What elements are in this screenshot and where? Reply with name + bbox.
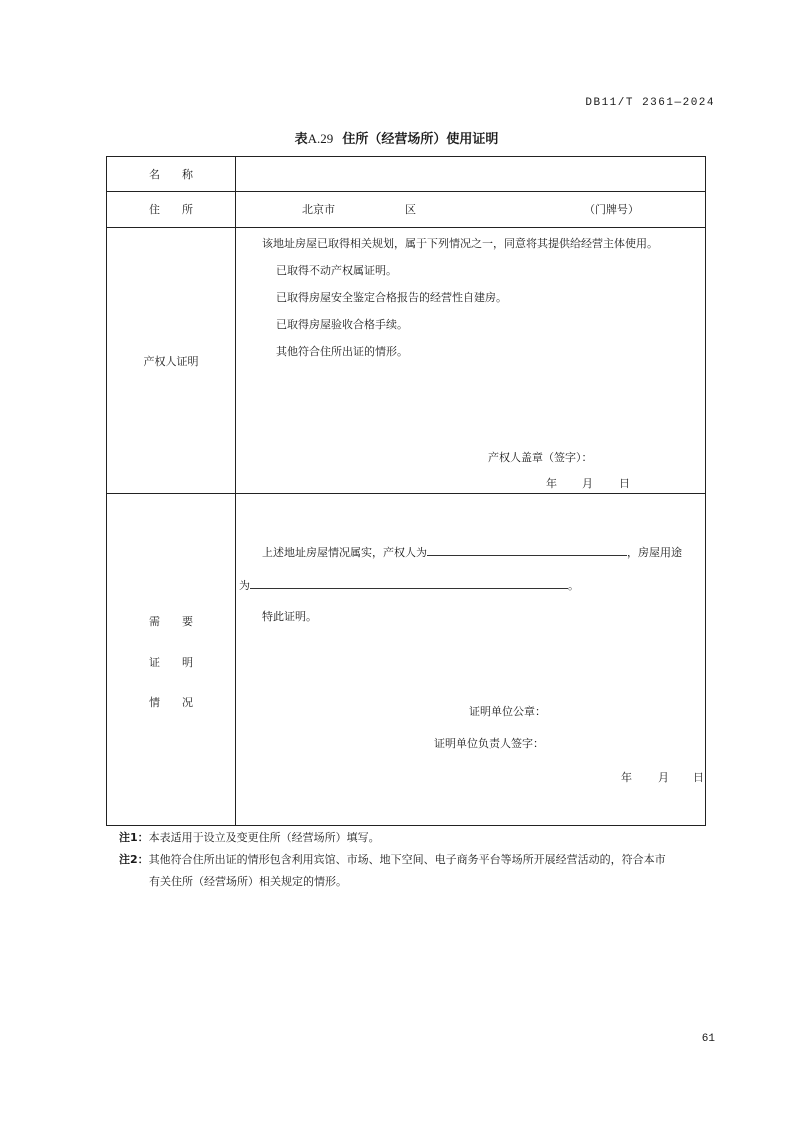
table-title: [0, 128, 793, 147]
title-text: 住所（经营场所）使用证明: [342, 132, 499, 147]
usage-blank[interactable]: [250, 576, 568, 589]
unit-head-signature-label: 证明单位负责人签字：: [434, 737, 544, 750]
row-divider: [107, 493, 705, 494]
unit-date-day: 日: [693, 771, 704, 784]
page-number: 61: [701, 1033, 715, 1045]
unit-date-year: 年: [621, 771, 632, 784]
owner-date-month: 月: [582, 477, 593, 490]
owner-name-blank[interactable]: [427, 543, 627, 556]
statement-line-2: [239, 576, 579, 593]
note-2-continued: [149, 875, 347, 889]
name-label: 名 称: [149, 168, 193, 181]
owner-option: 已取得房屋安全鉴定合格报告的经营性自建房。: [276, 291, 507, 304]
unit-date-month: 月: [658, 771, 669, 784]
owner-signature-label: 产权人盖章（签字）：: [488, 451, 593, 464]
address-door-number: （门牌号）: [584, 203, 639, 216]
address-label: 住 所: [149, 203, 193, 216]
document-number: DB11/T 2361—2024: [585, 97, 715, 109]
statement-text-usage: ，房屋用途: [627, 546, 682, 559]
address-district: 区: [405, 203, 416, 216]
note-1: [119, 831, 380, 845]
owner-option: 其他符合住所出证的情形。: [276, 345, 408, 358]
title-number: A.29: [307, 131, 334, 146]
owner-option: 已取得不动产权属证明。: [276, 264, 397, 277]
row-divider: [107, 227, 705, 228]
need-proof-label-3: 情 况: [149, 696, 193, 709]
need-proof-label-1: 需 要: [149, 615, 193, 628]
title-prefix: 表: [294, 132, 308, 147]
note-text: 其他符合住所出证的情形包含利用宾馆、市场、地下空间、电子商务平台等场所开展经营活动的，符合本市: [148, 853, 666, 866]
column-divider: [235, 157, 236, 825]
note-text: 有关住所（经营场所）相关规定的情形。: [149, 875, 347, 888]
note-2: [119, 853, 666, 867]
statement-text-owner: 上述地址房屋情况属实，产权人为: [262, 546, 427, 559]
note-text: 本表适用于设立及变更住所（经营场所）填写。: [148, 831, 380, 844]
statement-line-1: [262, 543, 682, 560]
note-label: 注1：: [119, 831, 149, 844]
statement-period: 。: [568, 579, 579, 592]
owner-date-day: 日: [619, 477, 630, 490]
owner-date-year: 年: [546, 477, 557, 490]
unit-seal-label: 证明单位公章：: [469, 705, 546, 718]
certificate-table: [106, 156, 706, 826]
owner-intro-text: 该地址房屋已取得相关规划，属于下列情况之一，同意将其提供给经营主体使用。: [262, 237, 658, 250]
row-divider: [107, 191, 705, 192]
owner-proof-label: 产权人证明: [143, 355, 199, 368]
note-label: 注2：: [119, 853, 149, 866]
owner-option: 已取得房屋验收合格手续。: [276, 318, 408, 331]
hereby-certify-text: 特此证明。: [262, 610, 317, 623]
need-proof-label-2: 证 明: [149, 656, 193, 669]
address-city: 北京市: [302, 203, 335, 216]
statement-text-for: 为: [239, 579, 250, 592]
